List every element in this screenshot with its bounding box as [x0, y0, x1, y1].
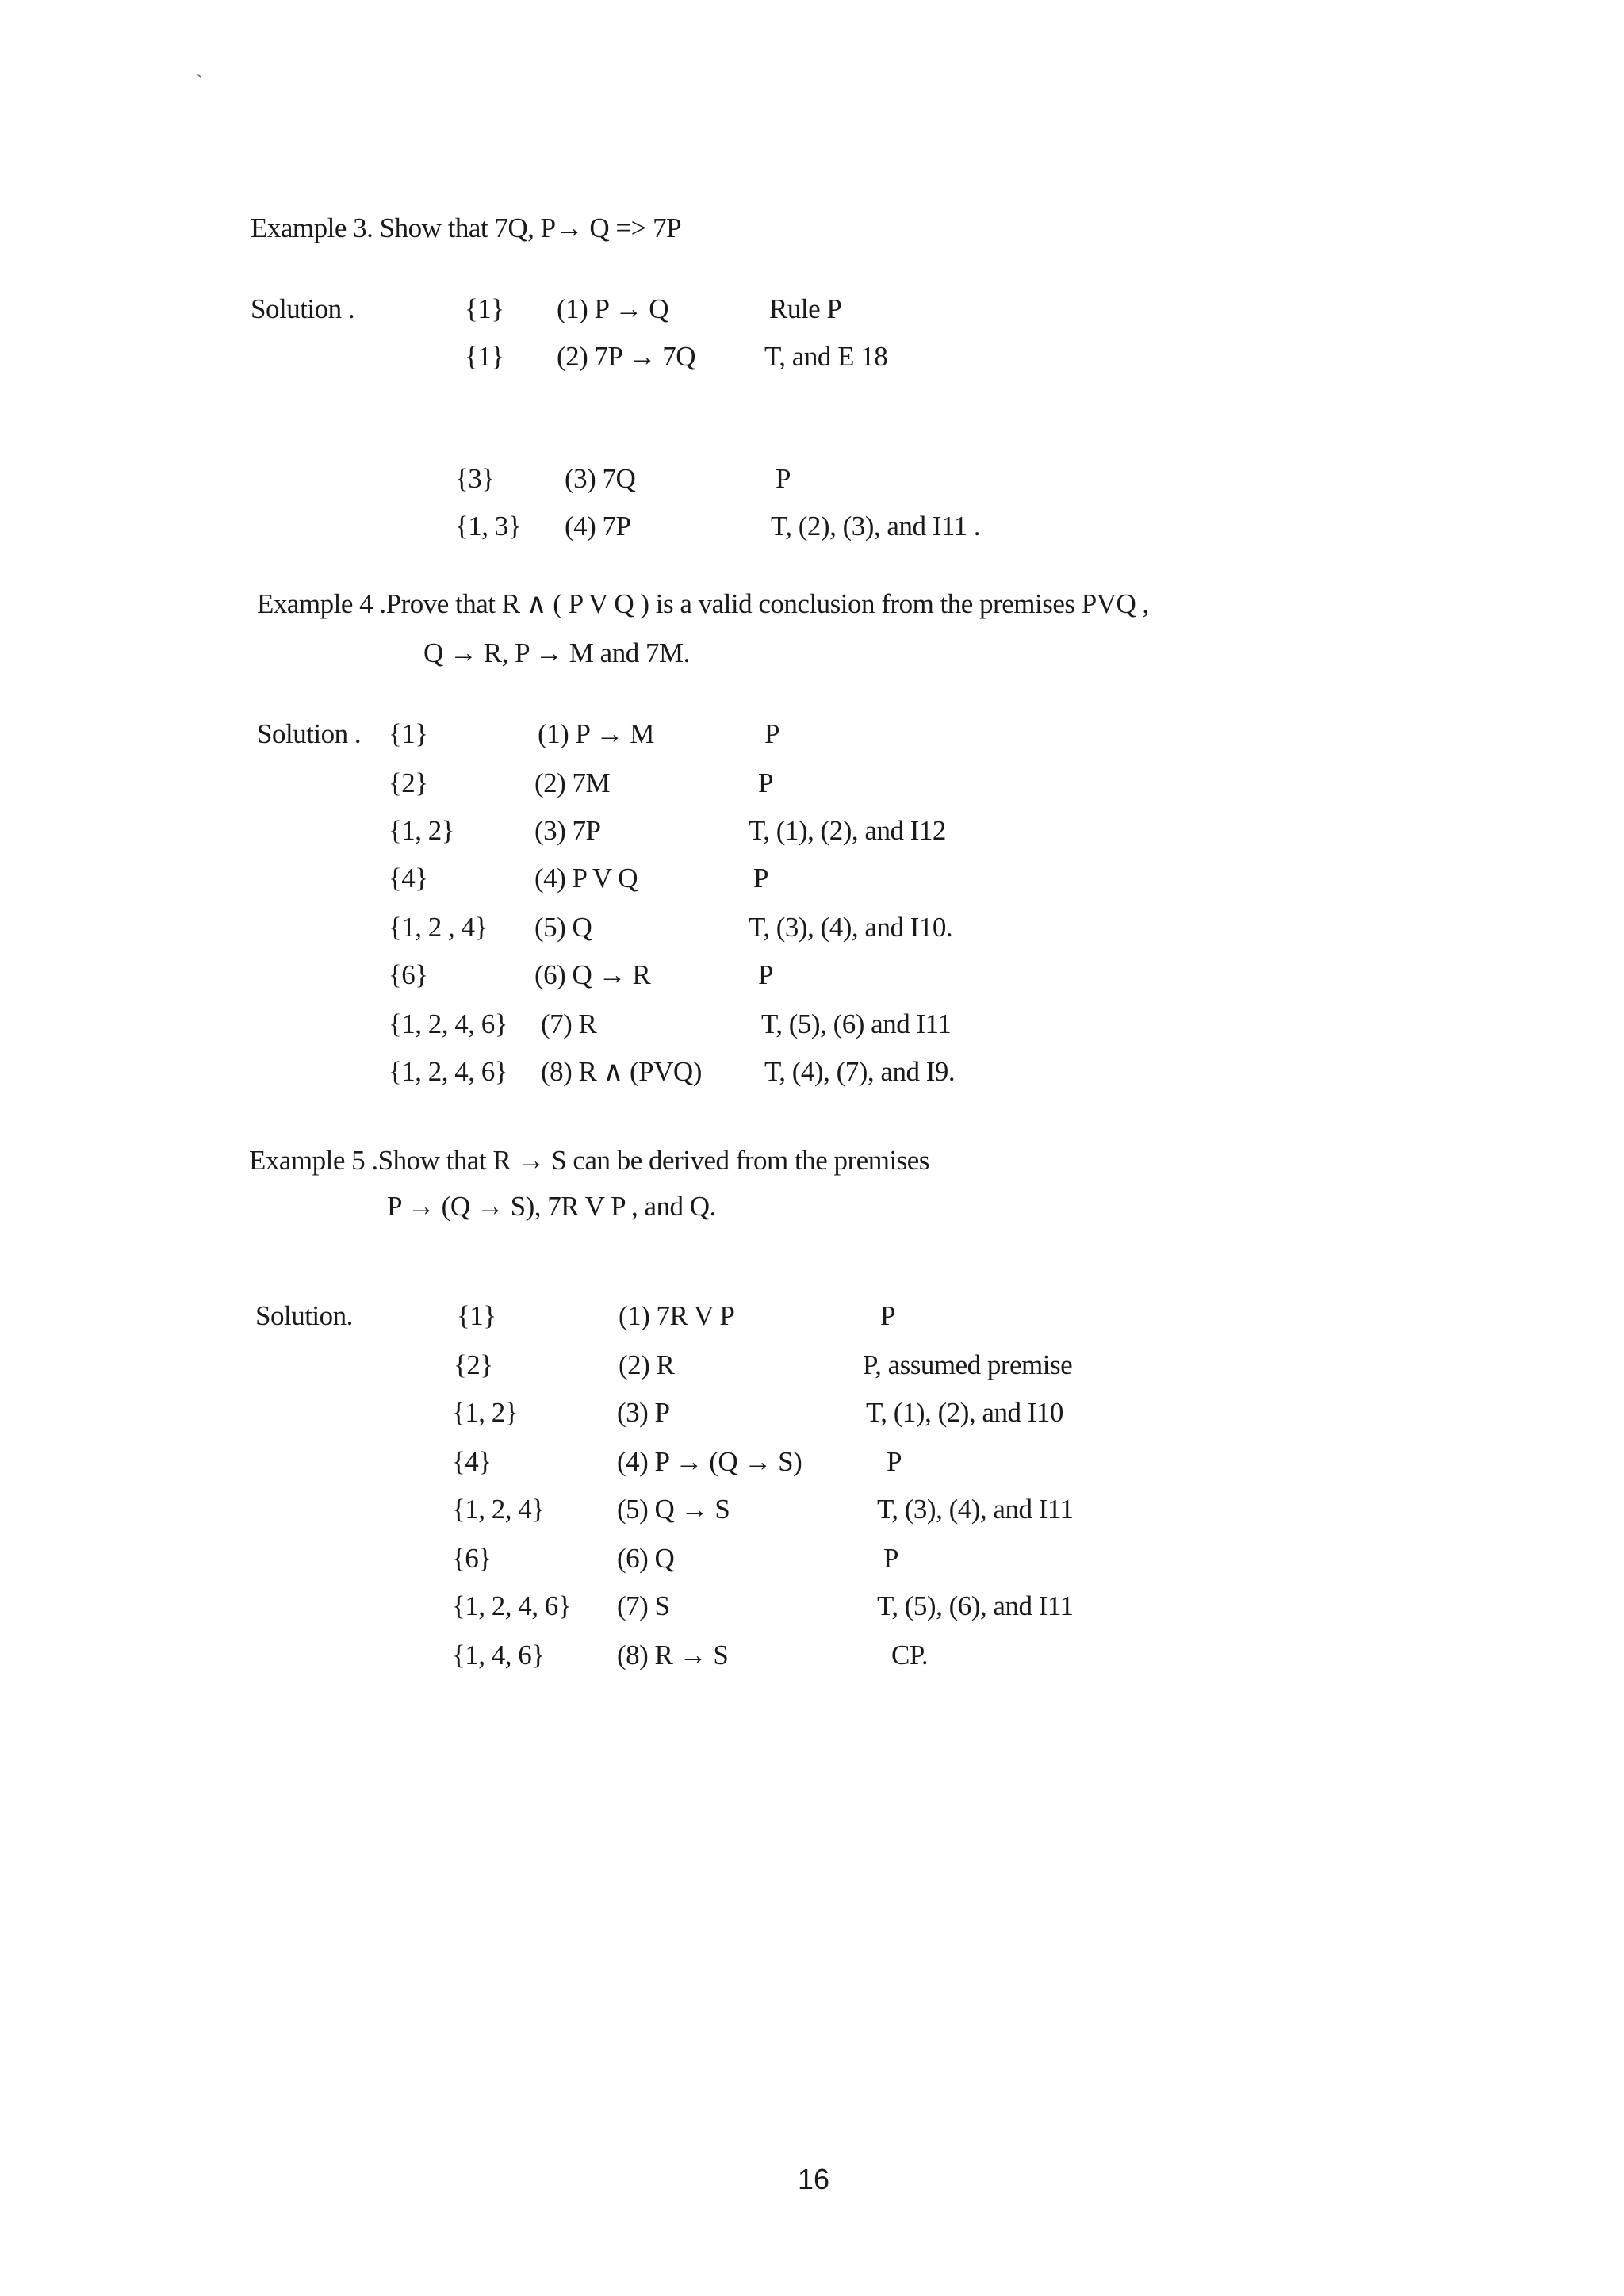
ex5-row-set: {4}: [452, 1446, 492, 1477]
ex3-row-step: (3) 7Q: [565, 463, 636, 494]
ex5-row-reason: P: [887, 1446, 902, 1477]
ex5-row-reason: P: [883, 1543, 898, 1574]
ex5-row-step: (2) R: [619, 1349, 675, 1380]
ex5-row-step: (1) 7R V P: [619, 1300, 735, 1331]
example-5-heading-line1: Example 5 .Show that R → S can be derived from the premises: [249, 1145, 929, 1176]
ex3-row-reason: P: [776, 463, 791, 494]
ex5-row-set: {1, 2}: [452, 1397, 519, 1428]
ex5-row-reason: CP.: [891, 1640, 929, 1670]
ex4-row-set: {1, 2}: [389, 815, 455, 846]
ex4-row-set: {1, 2, 4, 6}: [389, 1056, 508, 1087]
ex4-row-reason: P: [758, 767, 773, 798]
ex4-row-set: {6}: [389, 959, 428, 990]
ex3-row-set: {1}: [465, 293, 504, 324]
ex4-row-reason: T, (1), (2), and I12: [749, 815, 946, 846]
ex4-row-reason: P: [753, 863, 768, 894]
ex4-row-set: {1, 2, 4, 6}: [389, 1008, 508, 1039]
ex4-row-step: (5) Q: [534, 912, 592, 943]
ex4-row-step: (8) R ∧ (PVQ): [541, 1056, 702, 1087]
ex3-row-step: (4) 7P: [565, 511, 631, 541]
ex4-row-reason: P: [764, 718, 779, 749]
ex4-row-step: (7) R: [541, 1008, 597, 1039]
ex5-row-set: {6}: [452, 1543, 492, 1574]
ex3-row-reason: Rule P: [769, 293, 842, 324]
ex3-row-step: (2) 7P → 7Q: [557, 341, 696, 372]
ex4-row-set: {1, 2 , 4}: [389, 912, 488, 943]
ex3-row-reason: T, (2), (3), and I11 .: [771, 511, 981, 541]
ex3-row-set: {3}: [455, 463, 495, 494]
ex4-row-step: (3) 7P: [534, 815, 601, 846]
page-number: 16: [798, 2163, 830, 2195]
ex4-row-reason: T, (5), (6) and I11: [761, 1008, 952, 1039]
ex5-row-set: {1, 4, 6}: [452, 1640, 545, 1670]
ex5-row-step: (4) P → (Q → S): [617, 1446, 802, 1477]
ex3-row-reason: T, and E 18: [764, 341, 888, 372]
example-4-heading-line2: Q → R, P → M and 7M.: [423, 637, 690, 668]
ex5-row-set: {2}: [454, 1349, 493, 1380]
ex4-row-reason: T, (4), (7), and I9.: [764, 1056, 956, 1087]
ex4-row-set: {4}: [389, 863, 428, 894]
ex5-row-reason: T, (3), (4), and I11: [877, 1494, 1074, 1525]
ex3-row-set: {1, 3}: [455, 511, 522, 541]
ex5-row-step: (5) Q → S: [617, 1494, 730, 1525]
ex4-row-set: {2}: [389, 767, 428, 798]
example-4-heading-line1: Example 4 .Prove that R ∧ ( P V Q ) is a valid conclusion from the premises PVQ ,: [257, 588, 1149, 619]
ex4-row-set: {1}: [389, 718, 428, 749]
ex5-row-reason: T, (1), (2), and I10: [866, 1397, 1063, 1428]
ex4-row-reason: T, (3), (4), and I10.: [749, 912, 953, 943]
example-3-heading: Example 3. Show that 7Q, P→ Q => 7P: [251, 212, 682, 243]
ex5-row-set: {1, 2, 4}: [452, 1494, 545, 1525]
ex3-row-set: {1}: [465, 341, 504, 372]
ex4-row-reason: P: [758, 959, 773, 990]
ex5-row-step: (6) Q: [617, 1543, 675, 1574]
ex5-row-reason: P: [880, 1300, 895, 1331]
example-4-solution-label: Solution .: [257, 718, 362, 749]
ex4-row-step: (6) Q → R: [534, 959, 651, 990]
ex5-row-step: (7) S: [617, 1590, 670, 1621]
ex5-row-set: {1, 2, 4, 6}: [452, 1590, 572, 1621]
example-3-solution-label: Solution .: [251, 293, 355, 324]
example-5-solution-label: Solution.: [255, 1300, 353, 1331]
ex4-row-step: (2) 7M: [534, 767, 611, 798]
ex5-row-reason: T, (5), (6), and I11: [877, 1590, 1074, 1621]
ex5-row-set: {1}: [457, 1300, 496, 1331]
ex5-row-reason: P, assumed premise: [863, 1349, 1073, 1380]
example-5-heading-line2: P → (Q → S), 7R V P , and Q.: [387, 1191, 716, 1222]
ex4-row-step: (4) P V Q: [534, 863, 638, 894]
ex5-row-step: (3) P: [617, 1397, 670, 1428]
ex4-row-step: (1) P → M: [538, 718, 654, 749]
stray-mark: `: [195, 70, 203, 96]
ex3-row-step: (1) P → Q: [557, 293, 669, 324]
ex5-row-step: (8) R → S: [617, 1640, 729, 1670]
